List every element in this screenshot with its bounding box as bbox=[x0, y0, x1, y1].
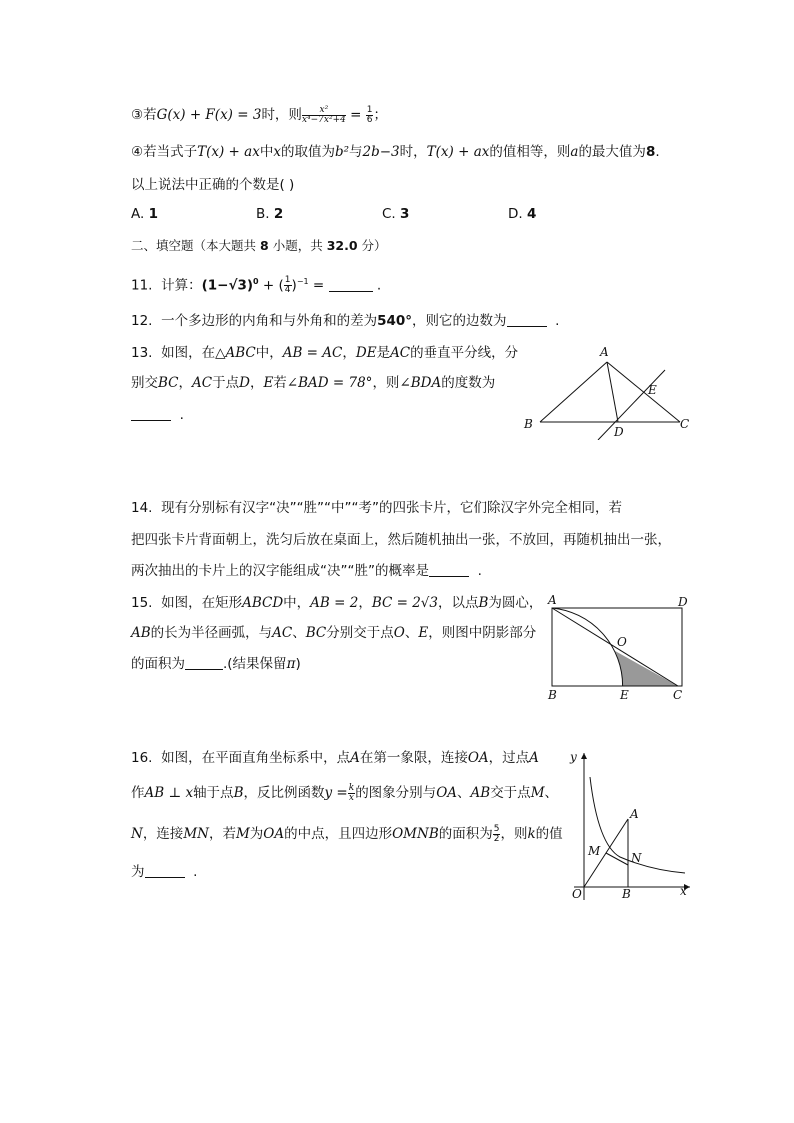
question-15-line-3: 的面积为 .(结果保留π) bbox=[131, 656, 301, 672]
perpendicular-bisector bbox=[598, 370, 665, 440]
label-x: x bbox=[680, 884, 687, 898]
option-a[interactable]: A. 1 bbox=[131, 206, 158, 222]
q16-coordinate-figure bbox=[560, 745, 700, 903]
answer-blank[interactable] bbox=[185, 655, 223, 670]
section-title: 二、填空题（本大题共 8 小题，共 32.0 分） bbox=[131, 238, 387, 253]
fraction: $\frac{5}{2}$ bbox=[493, 823, 500, 844]
label-d: D bbox=[614, 425, 624, 439]
q13-triangle-figure bbox=[510, 340, 700, 440]
label-e: E bbox=[620, 688, 629, 702]
fraction: $\frac{1}{6}$ bbox=[366, 104, 373, 125]
question-16-line-3: N，连接MN，若M为OA的中点，且四边形OMNB的面积为 $\frac{5}{2}$ ，则k的值 bbox=[131, 823, 563, 844]
label-b: B bbox=[622, 887, 631, 901]
answer-blank[interactable] bbox=[131, 406, 171, 421]
label-m: M bbox=[588, 844, 601, 858]
question-16-line-2: 作AB ⊥ x轴于点B，反比例函数y = $\frac{k}{x}$ 的图象分别与OA、AB交于点M、 bbox=[131, 782, 559, 803]
label-e: E bbox=[648, 383, 657, 397]
label-c: C bbox=[680, 417, 690, 431]
option-b[interactable]: B. 2 bbox=[256, 206, 284, 222]
answer-blank[interactable] bbox=[145, 863, 185, 878]
question-14-line-1: 14. 现有分别标有汉字“决”“胜”“中”“考”的四张卡片，它们除汉字外完全相同，若 bbox=[131, 500, 623, 516]
answer-blank[interactable] bbox=[429, 562, 469, 577]
label-a: A bbox=[630, 807, 639, 821]
label-a: A bbox=[600, 345, 609, 359]
label-c: C bbox=[673, 688, 683, 702]
q10-question: 以上说法中正确的个数是( ) bbox=[131, 177, 295, 193]
question-13-line-2: 别交BC，AC于点D，E若∠BAD = 78°，则∠BDA的度数为 bbox=[131, 375, 496, 391]
label-n: N bbox=[631, 851, 642, 865]
question-15-line-2: AB的长为半径画弧，与AC、BC分别交于点O、E，则图中阴影部分 bbox=[131, 625, 537, 641]
shaded-region bbox=[615, 651, 678, 686]
option-c[interactable]: C. 3 bbox=[382, 206, 410, 222]
label-a: A bbox=[548, 593, 557, 607]
label-o: O bbox=[617, 635, 627, 649]
question-12: 12. 一个多边形的内角和与外角和的差为540°，则它的边数为 . bbox=[131, 313, 560, 329]
question-14-line-2: 把四张卡片背面朝上，洗匀后放在桌面上，然后随机抽出一张，不放回，再随机抽出一张， bbox=[131, 532, 671, 548]
question-11: 11. 计算：$(1-√3)^0$ + ( $\frac{1}{4}$ )$^{-1}$ = . bbox=[131, 275, 382, 295]
segment-ab bbox=[540, 362, 607, 422]
label-o: O bbox=[572, 887, 582, 901]
answer-blank[interactable] bbox=[507, 312, 547, 327]
q10-statement-4: ④若当式子T(x) + ax中x的取值为b²与2b−3时，T(x) + ax的值相等，则a的最大值为8. bbox=[131, 144, 660, 160]
question-13-line-1: 13. 如图，在△ABC中，AB = AC，DE是AC的垂直平分线，分 bbox=[131, 345, 519, 361]
question-14-line-3: 两次抽出的卡片上的汉字能组成“决”“胜”的概率是 . bbox=[131, 563, 482, 579]
label-b: B bbox=[524, 417, 533, 431]
fraction: $\frac{1}{4}$ bbox=[284, 275, 291, 295]
question-15-line-1: 15. 如图，在矩形ABCD中，AB = 2，BC = 2√3，以点B为圆心， bbox=[131, 595, 543, 611]
option-d[interactable]: D. 4 bbox=[508, 206, 537, 222]
arc-ae bbox=[552, 608, 623, 686]
question-13-line-3: . bbox=[131, 405, 184, 425]
question-16-line-1: 16. 如图，在平面直角坐标系中，点A在第一象限，连接OA，过点A bbox=[131, 750, 539, 766]
label-y: y bbox=[570, 750, 577, 764]
fraction: $\frac{k}{x}$ bbox=[348, 782, 355, 803]
q10-statement-3: ③若G(x) + F(x) = 3时，则 $\frac{\text{x²}}{\text{x⁴−7x²+4}}$ = $\frac{1}{6}$ ； bbox=[131, 104, 387, 125]
diagonal-ac bbox=[552, 608, 678, 686]
fraction: $\frac{\text{x²}}{\text{x⁴−7x²+4}}$ bbox=[301, 104, 346, 125]
label-d: D bbox=[678, 595, 688, 609]
label-b: B bbox=[548, 688, 557, 702]
segment-ad bbox=[607, 362, 618, 422]
answer-blank[interactable] bbox=[329, 277, 373, 292]
q15-rectangle-figure bbox=[540, 592, 700, 704]
question-16-line-4: 为 . bbox=[131, 864, 198, 880]
